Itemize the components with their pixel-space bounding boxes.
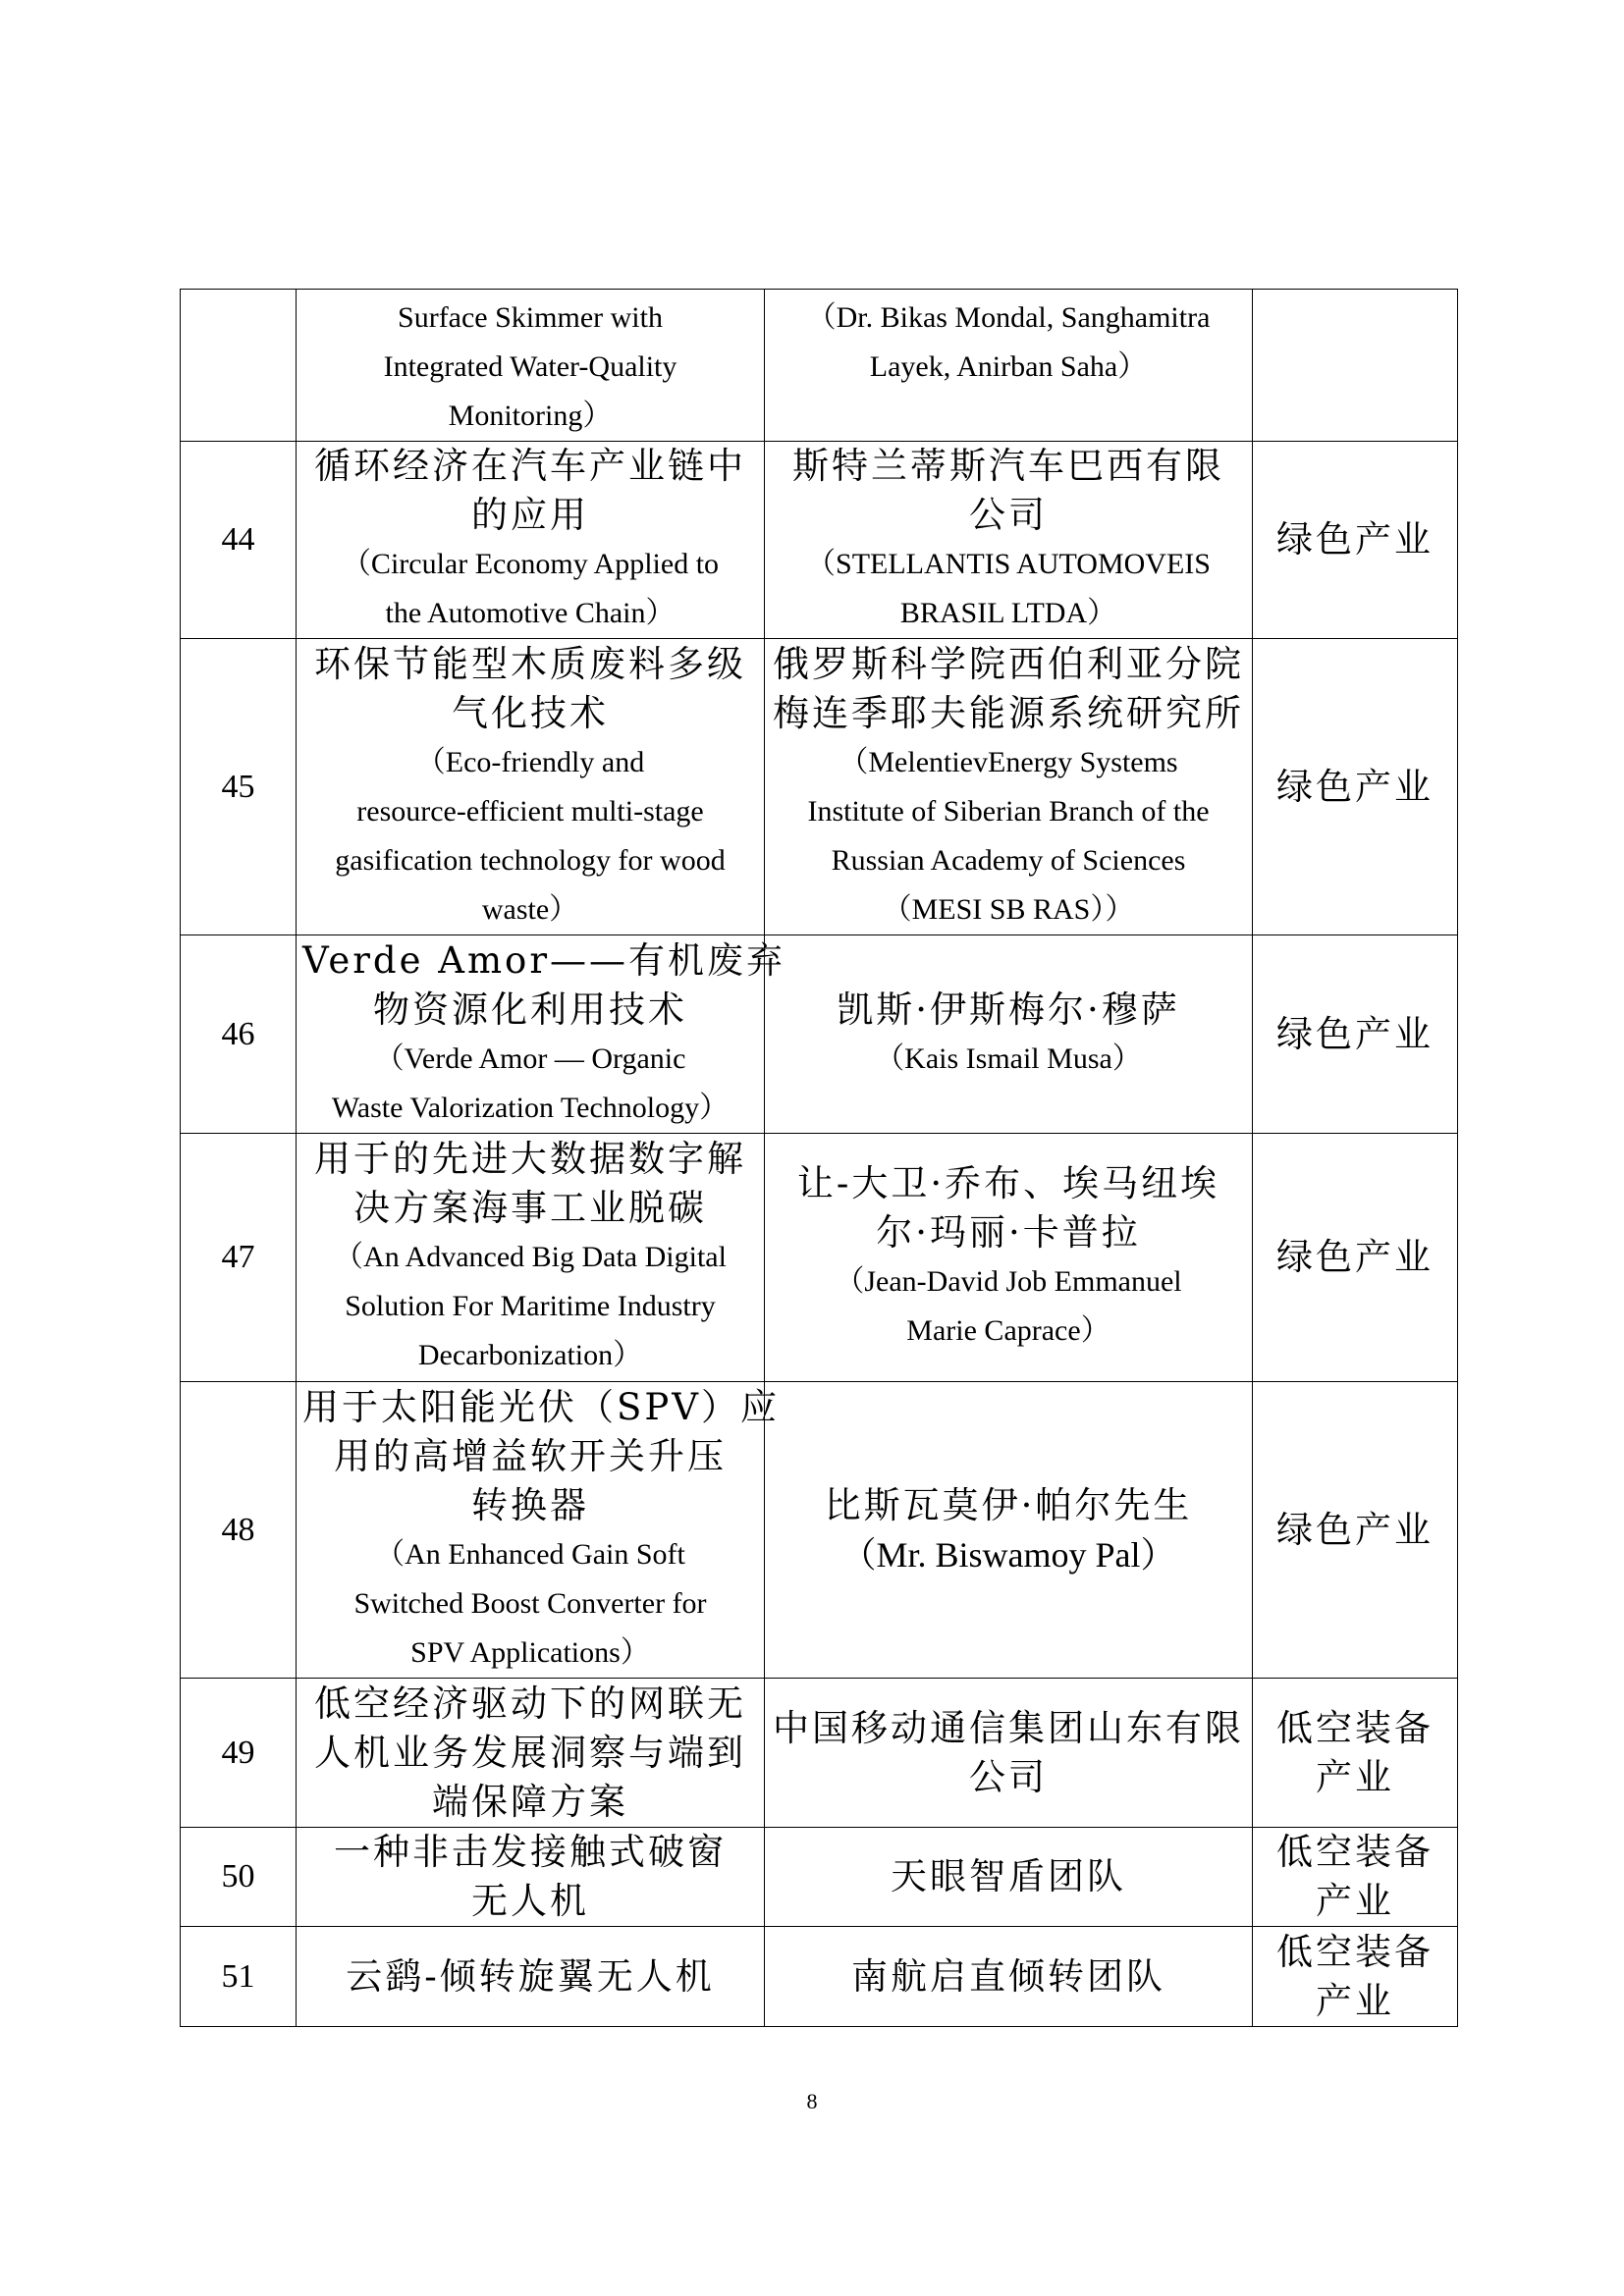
project-name-cell: [297, 1382, 780, 1679]
project-name-line: Surface Skimmer with: [398, 301, 663, 334]
project-name-cell: [297, 290, 765, 442]
project-name-line: （Circular Economy Applied to: [341, 548, 720, 580]
category-line: 绿色产业: [1276, 1012, 1434, 1055]
entrant-line: 梅连季耶夫能源系统研究所: [773, 691, 1244, 734]
entrant-line: （Mr. Biswamoy Pal）: [840, 1534, 1176, 1575]
table-row: [181, 1679, 1458, 1828]
table-row: [181, 1828, 1458, 1927]
project-name-line: （An Enhanced Gain Soft: [375, 1537, 685, 1571]
project-table: [180, 289, 1458, 2027]
entrant-line: （Kais Ismail Musa）: [875, 1041, 1142, 1075]
row-number-cell: 45: [181, 639, 297, 935]
row-number-cell: 44: [181, 442, 297, 639]
row-number-cell: 50: [181, 1828, 297, 1927]
table-row: [181, 1134, 1458, 1382]
project-name-line: Integrated Water-Quality: [383, 350, 677, 383]
entrant-cell: [765, 1134, 1253, 1382]
category-cell: [1253, 442, 1458, 639]
entrant-line: （MESI SB RAS））: [882, 892, 1135, 926]
entrant-cell: [765, 639, 1253, 935]
row-number-cell: 49: [181, 1679, 297, 1828]
entrant-line: 凯斯·伊斯梅尔·穆萨: [837, 988, 1180, 1031]
category-cell: [1253, 290, 1458, 442]
project-name-line: 气化技术: [452, 691, 609, 734]
table-row: [181, 442, 1458, 639]
project-name-line: Switched Boost Converter for: [353, 1586, 707, 1620]
project-name-line: （Eco-friendly and: [415, 745, 645, 778]
project-name-line: Verde Amor——有机废弃: [302, 938, 786, 982]
entrant-line: 南航启直倾转团队: [851, 1954, 1165, 1998]
entrant-cell: [765, 1679, 1253, 1828]
entrant-line: 让-大卫·乔布、埃马纽埃: [796, 1162, 1220, 1204]
project-name-line: 转换器: [471, 1483, 589, 1526]
project-name-cell: [297, 1927, 765, 2027]
entrant-line: （STELLANTIS AUTOMOVEIS: [806, 548, 1211, 580]
row-number-cell: 46: [181, 935, 297, 1134]
project-name-line: （An Advanced Big Data Digital: [334, 1241, 727, 1273]
project-name-line: Solution For Maritime Industry: [345, 1290, 716, 1322]
category-cell: [1253, 935, 1458, 1134]
project-name-line: Monitoring）: [448, 400, 613, 432]
project-name-line: 人机业务发展洞察与端到: [314, 1731, 746, 1774]
project-name-cell: [297, 1134, 765, 1382]
entrant-line: 比斯瓦莫伊·帕尔先生: [824, 1483, 1193, 1526]
entrant-line: Russian Academy of Sciences: [831, 843, 1186, 877]
project-name-line: 的应用: [471, 494, 589, 536]
project-name-line: 决方案海事工业脱碳: [353, 1187, 707, 1229]
project-name-line: 物资源化利用技术: [373, 988, 687, 1031]
entrant-cell: [765, 1382, 1253, 1679]
category-line: 低空装备: [1276, 1831, 1434, 1873]
category-cell: [1253, 1828, 1458, 1927]
table-row: [181, 935, 1458, 1134]
entrant-line: 公司: [969, 494, 1048, 536]
project-name-line: 无人机: [471, 1880, 589, 1922]
entrant-line: 天眼智盾团队: [891, 1855, 1126, 1897]
category-line: 绿色产业: [1276, 1508, 1434, 1551]
project-name-line: 低空经济驱动下的网联无: [314, 1682, 746, 1725]
entrant-cell: [765, 935, 1253, 1134]
category-line: 产业: [1316, 1880, 1394, 1922]
project-name-line: 循环经济在汽车产业链中: [314, 445, 746, 487]
project-name-line: 云鹞-倾转旋翼无人机: [346, 1954, 715, 1998]
project-name-line: the Automotive Chain）: [385, 597, 676, 629]
entrant-line: 尔·玛丽·卡普拉: [876, 1211, 1141, 1254]
project-name-line: 用的高增益软开关升压: [334, 1434, 727, 1477]
entrant-line: Marie Caprace）: [906, 1314, 1110, 1347]
row-number-cell: 48: [181, 1382, 297, 1679]
category-line: 低空装备: [1276, 1706, 1434, 1749]
project-name-line: 用于太阳能光伏（SPV）应: [302, 1385, 780, 1428]
category-cell: [1253, 1134, 1458, 1382]
category-line: 产业: [1316, 1979, 1394, 2022]
entrant-line: Institute of Siberian Branch of the: [807, 794, 1210, 828]
category-line: 低空装备: [1276, 1930, 1434, 1973]
table-row: [181, 290, 1458, 442]
category-cell: [1253, 1382, 1458, 1679]
project-name-cell: [297, 639, 765, 935]
entrant-line: （Jean-David Job Emmanuel: [835, 1265, 1182, 1298]
entrant-line: Layek, Anirban Saha）: [869, 350, 1148, 383]
row-number-cell: 47: [181, 1134, 297, 1382]
entrant-cell: [765, 1828, 1253, 1927]
table-row: [181, 1382, 1458, 1679]
project-name-cell: [297, 935, 786, 1134]
project-name-line: 环保节能型木质废料多级: [314, 642, 746, 685]
entrant-line: （Dr. Bikas Mondal, Sanghamitra: [806, 301, 1211, 334]
category-line: 绿色产业: [1276, 518, 1434, 561]
project-name-line: Waste Valorization Technology）: [331, 1091, 730, 1124]
entrant-cell: [765, 290, 1253, 442]
project-name-line: waste）: [481, 892, 579, 926]
project-name-line: 端保障方案: [432, 1780, 628, 1823]
entrant-line: （MelentievEnergy Systems: [839, 745, 1178, 778]
project-name-cell: [297, 1828, 765, 1927]
project-name-line: 一种非击发接触式破窗: [334, 1831, 727, 1873]
row-number-cell: [181, 290, 297, 442]
category-cell: [1253, 1679, 1458, 1828]
project-name-line: resource-efficient multi-stage: [356, 794, 704, 828]
entrant-cell: [765, 442, 1253, 639]
category-cell: [1253, 639, 1458, 935]
project-name-cell: [297, 442, 765, 639]
row-number-cell: 51: [181, 1927, 297, 2027]
page-number: 8: [806, 2089, 818, 2113]
entrant-line: 公司: [969, 1755, 1048, 1798]
category-line: 绿色产业: [1276, 765, 1434, 808]
entrant-cell: [765, 1927, 1253, 2027]
category-cell: [1253, 1927, 1458, 2027]
project-name-cell: [297, 1679, 765, 1828]
entrant-line: BRASIL LTDA）: [899, 597, 1117, 629]
project-name-line: 用于的先进大数据数字解: [314, 1138, 746, 1180]
category-line: 绿色产业: [1276, 1236, 1434, 1278]
project-name-line: SPV Applications）: [410, 1635, 650, 1669]
project-name-line: Decarbonization）: [417, 1339, 643, 1371]
entrant-line: 俄罗斯科学院西伯利亚分院: [773, 642, 1244, 685]
entrant-line: 中国移动通信集团山东有限: [773, 1706, 1244, 1749]
table-row: [181, 1927, 1458, 2027]
project-name-line: gasification technology for wood: [335, 843, 726, 877]
entrant-line: 斯特兰蒂斯汽车巴西有限: [792, 445, 1224, 487]
project-name-line: （Verde Amor — Organic: [374, 1041, 686, 1075]
table-body: [181, 290, 1458, 2027]
category-line: 产业: [1316, 1755, 1394, 1798]
table-row: [181, 639, 1458, 935]
